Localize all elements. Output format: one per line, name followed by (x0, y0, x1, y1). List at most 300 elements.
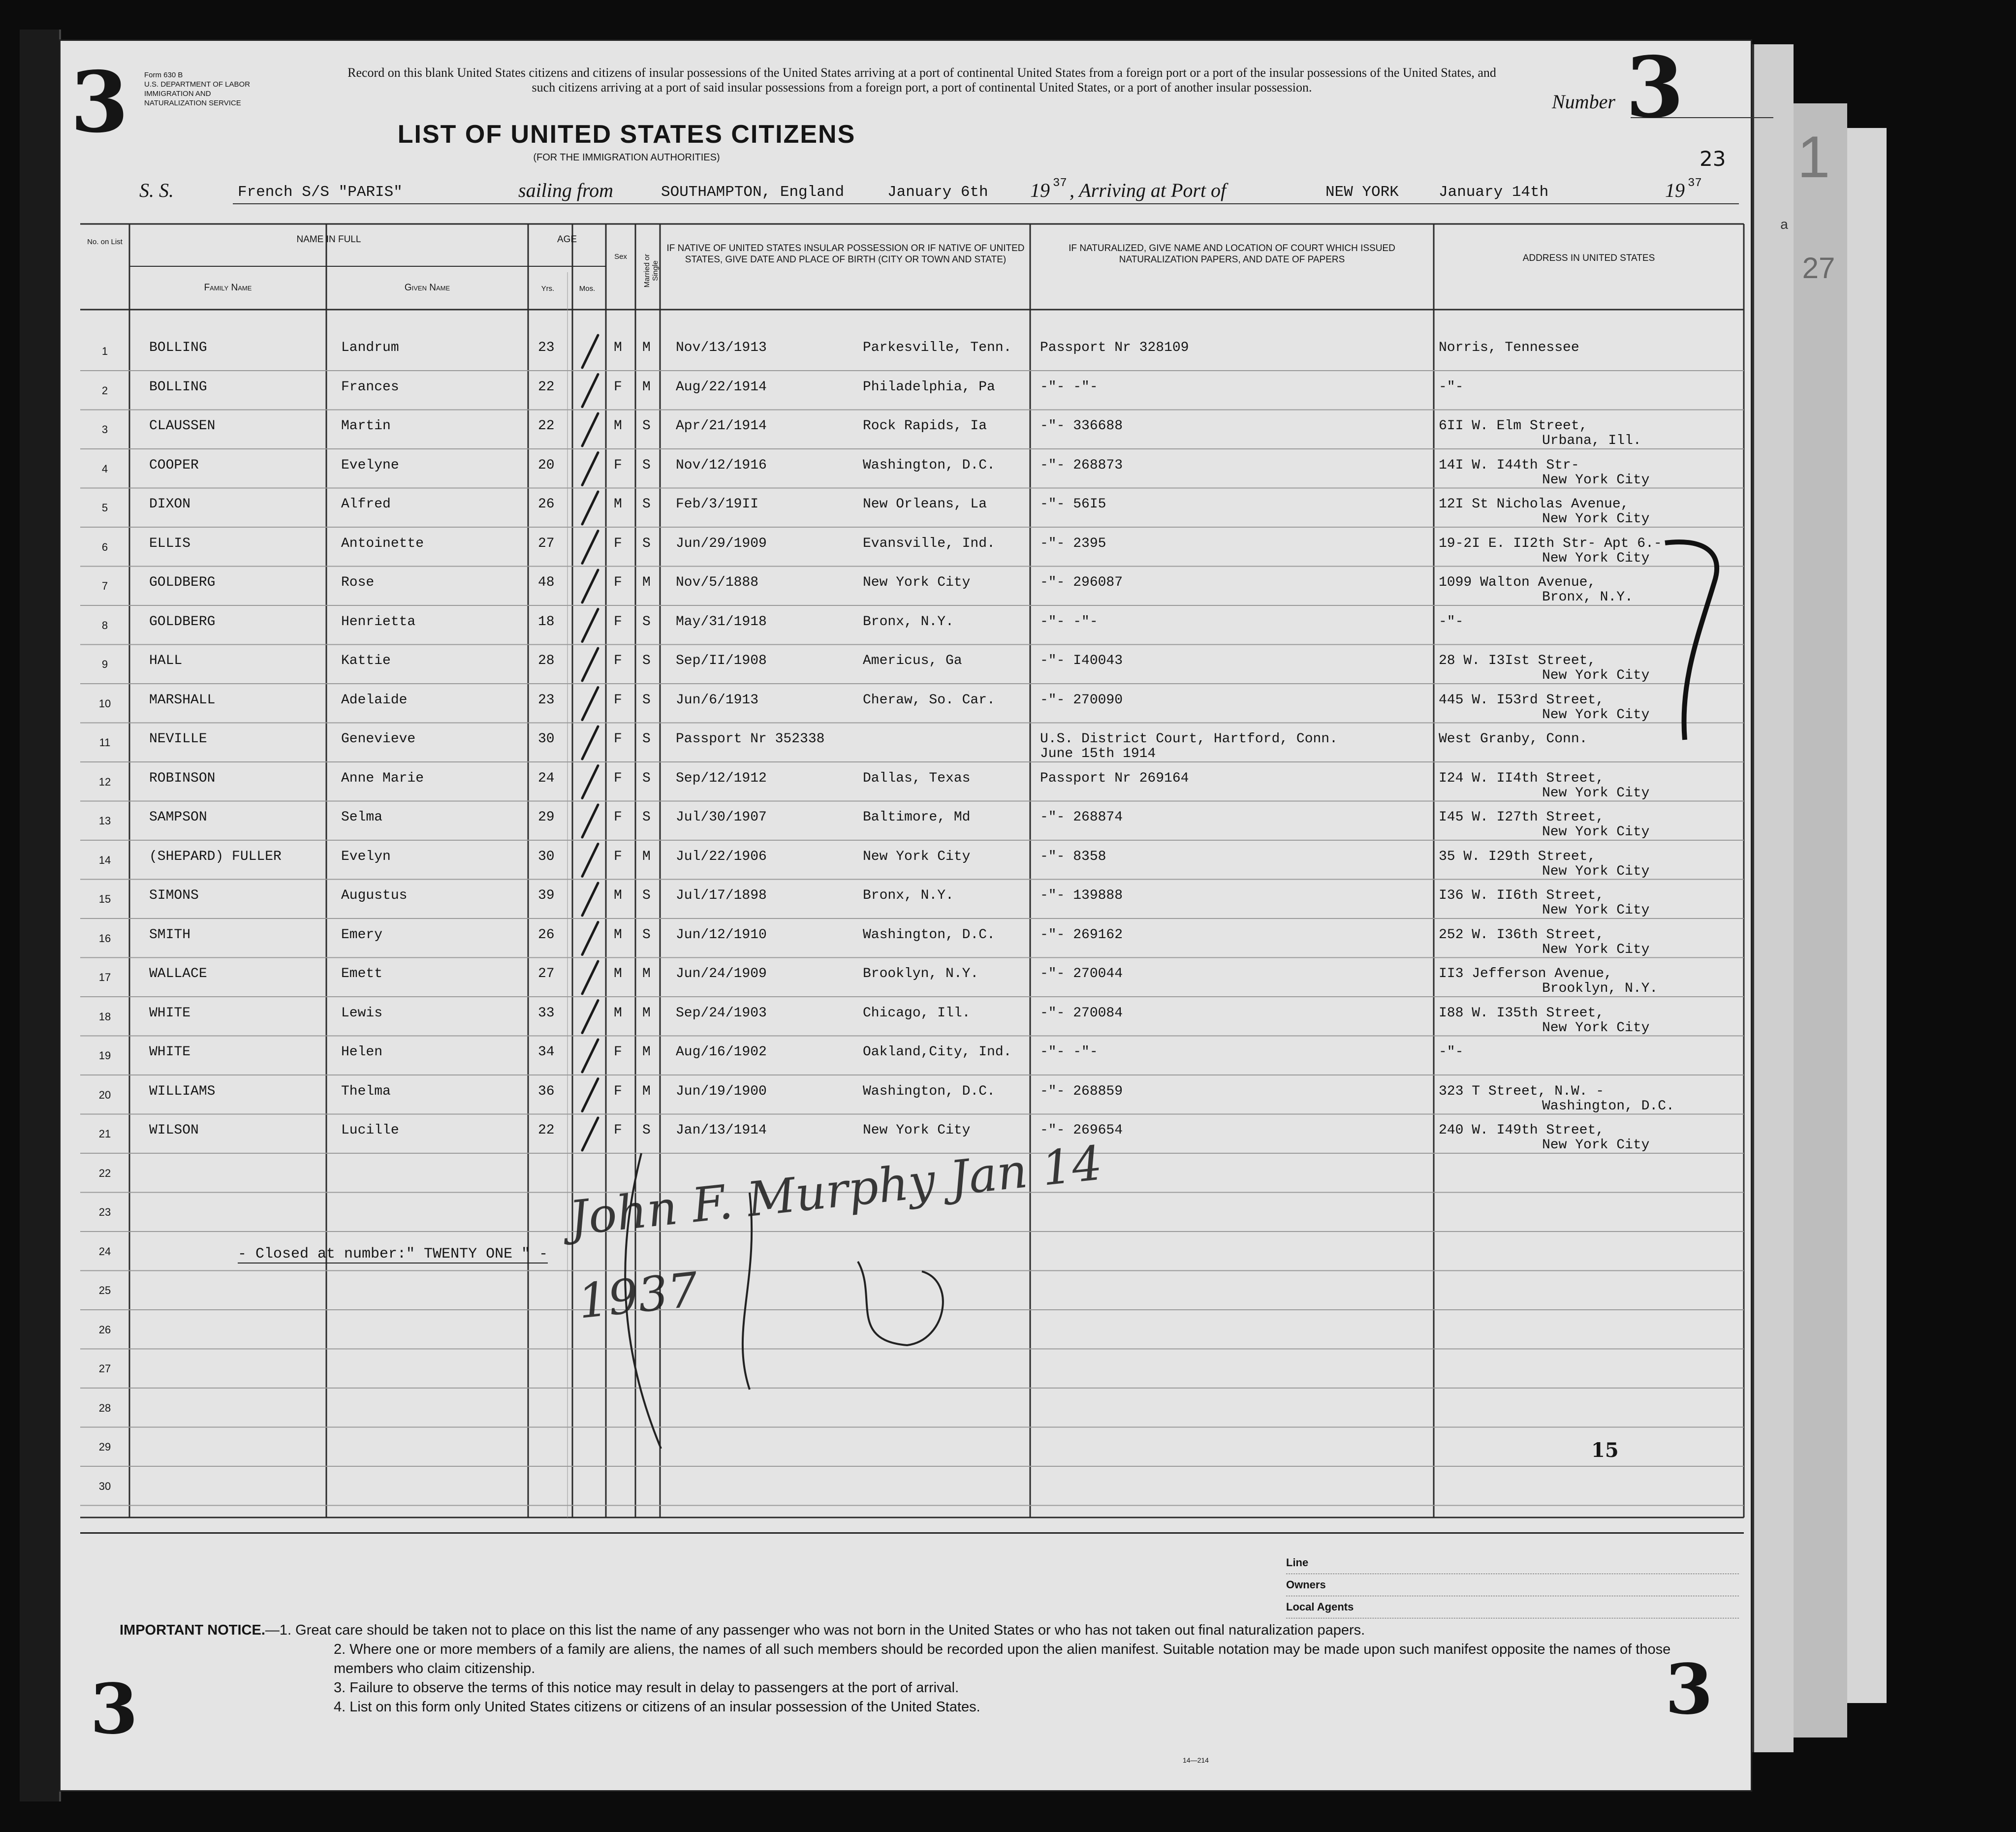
edge-mark: 27 (1802, 252, 1835, 284)
row-number: 16 (98, 932, 111, 945)
sex: M (614, 340, 622, 355)
row-number: 21 (98, 1128, 111, 1140)
age: 39 (538, 888, 555, 903)
arrival-port: NEW YORK (1325, 184, 1399, 201)
marital-status: M (642, 575, 651, 590)
check-mark (582, 726, 598, 759)
sex: M (614, 418, 622, 434)
notice-item-4: 4. List on this form only United States citizens or citizens of an insular possession of the United States. (334, 1699, 980, 1715)
family-name: ROBINSON (149, 770, 216, 786)
sex: M (614, 888, 622, 903)
family-name: GOLDBERG (149, 614, 216, 630)
naturalization: -"- -"- (1040, 1044, 1098, 1060)
birth-place: Washington, D.C. (863, 457, 995, 473)
check-mark (582, 531, 598, 564)
address-line-1: I88 W. I35th Street, (1439, 1005, 1605, 1021)
marital-status: M (642, 1044, 651, 1060)
sex: F (614, 379, 622, 395)
birth-date: Nov/12/1916 (676, 457, 767, 473)
row-number: 17 (98, 971, 111, 983)
marital-status: S (642, 927, 651, 943)
age: 23 (538, 340, 555, 355)
family-name: SMITH (149, 927, 191, 943)
given-name: Genevieve (341, 731, 416, 747)
birth-date: Jan/13/1914 (676, 1123, 767, 1138)
family-name: BOLLING (149, 379, 207, 395)
notice-item-3: 3. Failure to observe the terms of this notice may result in delay to passengers at the port of arrival. (334, 1680, 959, 1696)
header-name-in-full: NAME IN FULL (296, 234, 361, 245)
address-line-2: New York City (1542, 785, 1650, 801)
inspector-signature: John F. Murphy Jan 14 1937 (567, 1135, 1105, 1329)
page-title: LIST OF UNITED STATES CITIZENS (397, 120, 856, 149)
naturalization: -"- 270084 (1040, 1005, 1123, 1021)
age: 24 (538, 770, 555, 786)
sex: M (614, 966, 622, 981)
naturalization: -"- 269162 (1040, 927, 1123, 943)
address-line-1: 14I W. I44th Str- (1439, 457, 1579, 473)
naturalization: Passport Nr 269164 (1040, 770, 1189, 786)
sex: F (614, 653, 622, 668)
ss-label: S. S. (139, 179, 174, 201)
age: 23 (538, 692, 555, 708)
check-mark (582, 805, 598, 837)
service: IMMIGRATION AND NATURALIZATION SERVICE (144, 90, 241, 107)
given-name: Frances (341, 379, 399, 395)
birth-date: Jun/19/1900 (676, 1083, 767, 1099)
birth-date: Jul/30/1907 (676, 810, 767, 825)
check-mark (582, 1118, 598, 1150)
sex: F (614, 810, 622, 825)
check-mark (582, 648, 598, 681)
row-number: 20 (98, 1088, 111, 1101)
address-line-2: Urbana, Ill. (1542, 433, 1641, 448)
row-number: 6 (101, 540, 108, 553)
check-mark (582, 413, 598, 446)
given-name: Emery (341, 927, 383, 943)
record-instructions: Record on this blank United States citizens and citizens of insular possessions of the United States arriving at a port of continental United States from a foreign port or a port of the insular possessions of the United States, and such citizens arriving at a port of said insular possessions from a foreign port, a port of continental United States, or a port of another insular possession. (347, 65, 1496, 95)
marital-status: S (642, 731, 651, 747)
notice-item-2: 2. Where one or more members of a family are aliens, the names of all such members should be recorded upon the alien manifest. Suitable notation may be made upon such manifest opposite the names of those members who claim citizenship. (334, 1642, 1671, 1676)
given-name: Lucille (341, 1123, 399, 1138)
naturalization: Passport Nr 328109 (1040, 340, 1189, 355)
check-mark (582, 1040, 598, 1072)
given-name: Helen (341, 1044, 383, 1060)
total-count: 15 (1591, 1439, 1619, 1462)
family-name: COOPER (149, 457, 199, 473)
age: 33 (538, 1005, 555, 1021)
birth-date: Sep/II/1908 (676, 653, 767, 668)
address-line-2: New York City (1542, 707, 1650, 723)
sex: F (614, 849, 622, 864)
age: 18 (538, 614, 555, 630)
row-number: 29 (98, 1441, 111, 1453)
marital-status: M (642, 340, 651, 355)
ship-name: French S/S "PARIS" (238, 184, 403, 201)
family-name: GOLDBERG (149, 575, 216, 590)
arrival-date: January 14th (1439, 184, 1549, 201)
birth-place: Washington, D.C. (863, 1083, 995, 1099)
birth-place: Parkesville, Tenn. (863, 340, 1012, 355)
sex: F (614, 1123, 622, 1138)
birth-date: Sep/24/1903 (676, 1005, 767, 1021)
address-line-2: New York City (1542, 824, 1650, 840)
sailing-label: sailing from (518, 179, 613, 201)
header-sex: Sex (614, 253, 627, 261)
sex: F (614, 692, 622, 708)
naturalization-line-2: June 15th 1914 (1040, 746, 1156, 761)
age: 48 (538, 575, 555, 590)
family-name: HALL (149, 653, 183, 668)
birth-date: Jun/12/1910 (676, 927, 767, 943)
naturalization: -"- 270090 (1040, 692, 1123, 708)
row-number: 25 (98, 1284, 111, 1296)
address-line-2: New York City (1542, 511, 1650, 527)
family-name: (SHEPARD) FULLER (149, 849, 282, 864)
birth-place: Philadelphia, Pa (863, 379, 995, 395)
family-name: WALLACE (149, 966, 207, 981)
header-native: IF NATIVE OF UNITED STATES INSULAR POSSESSION OR IF NATIVE OF UNITED STATES, GIVE DATE AND PLACE OF BIRTH (CITY OR TOWN AND STATE) (666, 243, 1025, 265)
adjacent-page-edge (1792, 103, 1847, 1737)
address-line-1: 19-2I E. II2th Str- Apt 6.- (1439, 536, 1662, 551)
marital-status: S (642, 497, 651, 512)
arrival-year-prefix: 19 (1665, 179, 1685, 201)
birth-place: Rock Rapids, Ia (863, 418, 987, 434)
row-number: 7 (101, 580, 108, 592)
marital-status: S (642, 457, 651, 473)
given-name: Evelyn (341, 849, 391, 864)
sex: M (614, 927, 622, 943)
birth-date: May/31/1918 (676, 614, 767, 630)
family-name: DIXON (149, 497, 191, 512)
row-number: 1 (101, 345, 108, 357)
list-number: 3 (1626, 38, 1684, 137)
birth-date: Jul/17/1898 (676, 888, 767, 903)
address-line-1: 240 W. I49th Street, (1439, 1123, 1605, 1138)
address-line-1: -"- (1439, 379, 1464, 395)
naturalization: -"- 270044 (1040, 966, 1123, 981)
header-married-single: Married or Single (643, 253, 660, 288)
age: 30 (538, 731, 555, 747)
given-name: Emett (341, 966, 383, 981)
row-number: 28 (98, 1401, 111, 1414)
line-label: Line (1286, 1552, 1739, 1574)
check-mark (582, 1079, 598, 1111)
check-mark (582, 609, 598, 642)
naturalization: -"- 139888 (1040, 888, 1123, 903)
edge-mark: 1 (1797, 124, 1830, 190)
row-number: 26 (98, 1323, 111, 1336)
address-line-2: New York City (1542, 1020, 1650, 1036)
row-number: 15 (98, 893, 111, 905)
check-mark (582, 375, 598, 407)
check-mark (582, 883, 598, 916)
birth-date: Jun/24/1909 (676, 966, 767, 981)
header-address: ADDRESS IN UNITED STATES (1522, 253, 1655, 263)
check-mark (582, 922, 598, 955)
header-mos: Mos. (579, 284, 596, 293)
age: 22 (538, 379, 555, 395)
birth-date: Jun/6/1913 (676, 692, 759, 708)
sex: F (614, 614, 622, 630)
sex: M (614, 497, 622, 512)
family-name: NEVILLE (149, 731, 207, 747)
marital-status: S (642, 692, 651, 708)
marital-status: S (642, 614, 651, 630)
adjacent-page-edge (1752, 44, 1794, 1752)
sex: F (614, 536, 622, 551)
birth-date: Jul/22/1906 (676, 849, 767, 864)
age: 22 (538, 418, 555, 434)
address-line-2: New York City (1542, 942, 1650, 957)
age: 36 (538, 1083, 555, 1099)
given-name: Martin (341, 418, 391, 434)
departure-year: 37 (1053, 177, 1067, 190)
age: 26 (538, 927, 555, 943)
address-line-1: -"- (1439, 1044, 1464, 1060)
row-number: 23 (98, 1206, 111, 1218)
address-line-1: 445 W. I53rd Street, (1439, 692, 1605, 708)
birth-date: Feb/3/19II (676, 497, 759, 512)
naturalization: -"- 268859 (1040, 1083, 1123, 1099)
birth-place: Bronx, N.Y. (863, 614, 954, 630)
address-line-1: 28 W. I3Ist Street, (1439, 653, 1596, 668)
given-name: Lewis (341, 1005, 383, 1021)
birth-date: Aug/22/1914 (676, 379, 767, 395)
row-number: 18 (98, 1010, 111, 1023)
adjacent-page-edge (1846, 128, 1887, 1703)
naturalization: -"- 336688 (1040, 418, 1123, 434)
address-line-1: II3 Jefferson Avenue, (1439, 966, 1612, 981)
page-subtitle: (FOR THE IMMIGRATION AUTHORITIES) (533, 152, 720, 163)
address-line-1: Norris, Tennessee (1439, 340, 1579, 355)
important-notice (120, 1621, 1734, 1717)
address-line-1: I45 W. I27th Street, (1439, 810, 1605, 825)
row-number: 12 (98, 775, 111, 788)
address-line-2: Bronx, N.Y. (1542, 590, 1633, 605)
row-number: 24 (98, 1245, 111, 1258)
birth-date: Apr/21/1914 (676, 418, 767, 434)
age: 27 (538, 536, 555, 551)
footer-signoff (1286, 1552, 1739, 1618)
manifest-page (59, 39, 1752, 1792)
age: 29 (538, 810, 555, 825)
birth-date: Passport Nr 352338 (676, 731, 825, 747)
sex: F (614, 457, 622, 473)
address-line-2: New York City (1542, 863, 1650, 879)
notice-item-1: —1. Great care should be taken not to place on this list the name of any passenger who was not born in the United States or who has not taken out final naturalization papers. (265, 1622, 1365, 1638)
marital-status: M (642, 379, 651, 395)
birth-place: Evansville, Ind. (863, 536, 995, 551)
marital-status: S (642, 770, 651, 786)
birth-date: Nov/5/1888 (676, 575, 759, 590)
family-name: WILSON (149, 1123, 199, 1138)
check-mark (582, 453, 598, 485)
given-name: Kattie (341, 653, 391, 668)
family-name: SIMONS (149, 888, 199, 903)
sex: F (614, 575, 622, 590)
marital-status: S (642, 888, 651, 903)
address-line-1: 35 W. I29th Street, (1439, 849, 1596, 864)
sex: F (614, 1044, 622, 1060)
sex: F (614, 1083, 622, 1099)
address-line-2: New York City (1542, 550, 1650, 566)
departure-date: January 6th (887, 184, 988, 201)
address-line-1: West Granby, Conn. (1439, 731, 1588, 747)
row-number: 22 (98, 1167, 111, 1179)
birth-place: Washington, D.C. (863, 927, 995, 943)
birth-place: New York City (863, 849, 971, 864)
marital-status: S (642, 418, 651, 434)
check-mark (582, 492, 598, 524)
address-line-2: New York City (1542, 903, 1650, 918)
age: 22 (538, 1123, 555, 1138)
marital-status: S (642, 810, 651, 825)
given-name: Landrum (341, 340, 399, 355)
row-number: 13 (98, 815, 111, 827)
address-line-2: New York City (1542, 1137, 1650, 1153)
birth-place: Brooklyn, N.Y. (863, 966, 979, 981)
birth-date: Jun/29/1909 (676, 536, 767, 551)
given-name: Henrietta (341, 614, 416, 630)
check-mark (582, 335, 598, 368)
marital-status: S (642, 653, 651, 668)
marital-status: S (642, 536, 651, 551)
address-line-2: New York City (1542, 472, 1650, 488)
row-number: 2 (101, 384, 108, 397)
naturalization: -"- 296087 (1040, 575, 1123, 590)
family-name: ELLIS (149, 536, 191, 551)
row-number: 14 (98, 853, 111, 866)
row-number: 5 (101, 502, 108, 514)
birth-place: Chicago, Ill. (863, 1005, 971, 1021)
address-line-2: Brooklyn, N.Y. (1542, 981, 1658, 996)
marital-status: M (642, 1083, 651, 1099)
family-name: BOLLING (149, 340, 207, 355)
address-line-2: New York City (1542, 668, 1650, 683)
address-line-1: 12I St Nicholas Avenue, (1439, 497, 1629, 512)
address-line-1: -"- (1439, 614, 1464, 630)
sex: F (614, 731, 622, 747)
sex: F (614, 770, 622, 786)
department: U.S. DEPARTMENT OF LABOR (144, 80, 251, 89)
age: 20 (538, 457, 555, 473)
naturalization: U.S. District Court, Hartford, Conn. (1040, 731, 1338, 747)
header-given-name: Given Name (404, 283, 450, 293)
age: 27 (538, 966, 555, 981)
age: 30 (538, 849, 555, 864)
given-name: Augustus (341, 888, 408, 903)
address-line-1: 252 W. I36th Street, (1439, 927, 1605, 943)
owners-label: Owners (1286, 1574, 1739, 1596)
address-line-1: 323 T Street, N.W. - (1439, 1083, 1605, 1099)
family-name: WILLIAMS (149, 1083, 216, 1099)
row-number: 8 (101, 619, 108, 632)
row-number: 27 (98, 1362, 111, 1375)
closed-at-number-note: - Closed at number:" TWENTY ONE " - (238, 1246, 548, 1263)
check-mark (582, 688, 598, 720)
header-yrs: Yrs. (541, 284, 555, 293)
address-line-2: Washington, D.C. (1542, 1098, 1674, 1114)
naturalization: -"- 56I5 (1040, 497, 1106, 512)
print-code: 14—214 (1183, 1756, 1209, 1764)
birth-place: Oakland,City, Ind. (863, 1044, 1012, 1060)
notice-title: IMPORTANT NOTICE. (120, 1622, 265, 1638)
given-name: Thelma (341, 1083, 391, 1099)
naturalization: -"- 268873 (1040, 457, 1123, 473)
birth-place: Americus, Ga (863, 653, 962, 668)
header-family-name: Family Name (204, 283, 252, 293)
birth-date: Sep/12/1912 (676, 770, 767, 786)
page-number: 23 (1700, 147, 1726, 171)
departure-year-prefix: 19 (1030, 179, 1050, 201)
family-name: SAMPSON (149, 810, 207, 825)
birth-place: Bronx, N.Y. (863, 888, 954, 903)
arrival-year: 37 (1688, 177, 1702, 190)
corner-number-bottom-right: 3 (1665, 1649, 1713, 1730)
check-mark (582, 766, 598, 798)
departure-port: SOUTHAMPTON, England (661, 184, 845, 201)
birth-place: Baltimore, Md (863, 810, 971, 825)
marital-status: M (642, 1005, 651, 1021)
family-name: MARSHALL (149, 692, 216, 708)
edge-mark: a (1780, 217, 1788, 232)
naturalization: -"- -"- (1040, 379, 1098, 395)
check-mark (582, 570, 598, 602)
arriving-label: , Arriving at Port of (1070, 179, 1227, 201)
row-number: 11 (99, 736, 111, 749)
row-number: 30 (98, 1480, 111, 1492)
age: 34 (538, 1044, 555, 1060)
address-line-1: 6II W. Elm Street, (1439, 418, 1588, 434)
given-name: Antoinette (341, 536, 424, 551)
header-no-on-list: No. on List (87, 238, 123, 246)
given-name: Anne Marie (341, 770, 424, 786)
sex: M (614, 1005, 622, 1021)
family-name: WHITE (149, 1044, 191, 1060)
age: 28 (538, 653, 555, 668)
given-name: Rose (341, 575, 375, 590)
number-label: Number (1552, 91, 1615, 113)
naturalization: -"- 268874 (1040, 810, 1123, 825)
birth-place: New York City (863, 575, 971, 590)
naturalization: -"- 8358 (1040, 849, 1106, 864)
birth-place: New York City (863, 1123, 971, 1138)
given-name: Evelyne (341, 457, 399, 473)
form-number: Form 630 B (144, 71, 183, 79)
address-line-1: 1099 Walton Avenue, (1439, 575, 1596, 590)
row-number: 9 (101, 658, 108, 670)
address-line-1: I36 W. II6th Street, (1439, 888, 1605, 903)
check-mark (582, 844, 598, 877)
age: 26 (538, 497, 555, 512)
header-naturalized: IF NATURALIZED, GIVE NAME AND LOCATION OF COURT WHICH ISSUED NATURALIZATION PAPERS, AND DATE OF PAPERS (1069, 243, 1395, 265)
naturalization: -"- -"- (1040, 614, 1098, 630)
family-name: CLAUSSEN (149, 418, 216, 434)
tally-marks (61, 38, 1754, 1517)
birth-place: New Orleans, La (863, 497, 987, 512)
check-mark (582, 961, 598, 994)
birth-date: Aug/16/1902 (676, 1044, 767, 1060)
naturalization: -"- 269654 (1040, 1123, 1123, 1138)
marital-status: M (642, 849, 651, 864)
address-line-1: I24 W. II4th Street, (1439, 770, 1605, 786)
birth-place: Dallas, Texas (863, 770, 971, 786)
given-name: Alfred (341, 497, 391, 512)
marital-status: S (642, 1123, 651, 1138)
row-number: 19 (98, 1049, 111, 1062)
corner-number-bottom-left: 3 (90, 1669, 138, 1750)
header-age: AGE (557, 234, 577, 245)
